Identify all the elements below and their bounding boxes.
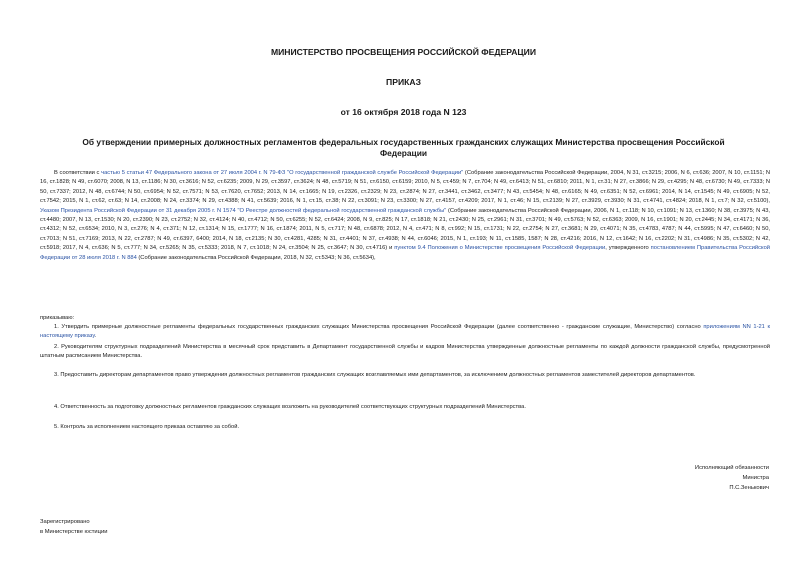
item-1-text: 1. Утвердить примерные должностные регламенты федеральных государственных гражданских служащих Министерства просвещения Российской Федерации (далее соответственно - гражданские служащие, Министерство) согласно [54,324,704,330]
doc-type-heading: ПРИКАЗ [386,77,421,87]
preamble-intro: В соответствии с [54,170,102,176]
link-appendices[interactable]: приложениям NN 1-21 к настоящему приказу [40,324,770,340]
order-item-4: 4. Ответственность за подготовку должностных регламентов гражданских служащих возложить на руководителей соответствующих структурных подразделений Министерства. [54,404,526,410]
preamble-text-4: (Собрание законодательства Российской Федерации, 2018, N 32, ст.5343; N 36, ст.5634), [136,254,376,261]
preamble-text-3: , утвержденного [605,245,651,252]
link-government-resolution[interactable]: постановлением Правительства Российской Федерации от 28 июля 2018 г. N 884 [40,245,771,261]
signature-line-2: Министра [742,475,769,482]
link-regulation-clause[interactable]: пунктом 9.4 Положения о Министерстве просвещения Российской Федерации [394,245,606,252]
preamble-paragraph [40,169,770,263]
preamble-text-1: (Собрание законодательства Российской Федерации, 2004, N 31, ст.3215; 2006, N 6, ст.636; 2007, N 10, ст.1151; N 16, ст.1828; N 49, ст.6070; 2008, N 13, ст.1186; N 30, ст.3616; N 52, ст.6235; 2009, N 29, ст.3597, ст.3624; N 48, ст.5719; N 51, ст.6150, ст.6159; 2010, N 5, ст.459; N 7, ст.704; N 49, ст.6413; N 51, ст.6810; 2011, N 1, ст.31; N 27, ст.3866; N 29, ст.4295; N 48, ст.6730; N 49, ст.7333; N 50, ст.7337; 2012, N 48, ст.6744; N 50, ст.6954; N 52, ст.7571; N 53, ст.7620, ст.7652; 2013, N 14, ст.1665; N 19, ст.2326, ст.2329; N 23, ст.2874; N 27, ст.3441, ст.3462, ст.3477; N 43, ст.5454; N 48, ст.6165; N 49, ст.6351; N 52, ст.6961; 2014, N 14, ст.1545; N 49, ст.6905; N 52, ст.7542; 2015, N 1, ст.62, ст.63; N 14, ст.2008; N 24, ст.3374; N 29, ст.4388; N 41, ст.5639; 2016, N 1, ст.15, ст.38; N 22, ст.3091; N 23, ст.3300; N 27, ст.4157, ст.4209; 2017, N 1, ст.46; N 15, ст.2139; N 27, ст.3929, ст.3930; N 31, ст.4741, ст.4824; 2018, N 1, ст.7; N 32, ст.5100), [40,170,771,205]
subject-heading: Об утверждении примерных должностных регламентов федеральных государственных гражданских служащих Министерства просвещения Российской Федерации [82,137,725,158]
order-item-5: 5. Контроль за исполнением настоящего приказа оставляю за собой. [54,424,240,430]
item-1-end: . [94,333,97,340]
registration-line-2: в Министерстве юстиции [40,529,108,536]
registration-line-1: Зарегистрировано [40,519,90,525]
date-number-heading: от 16 октября 2018 года N 123 [340,107,467,117]
ordered-word: приказываю: [40,315,75,321]
ministry-heading: МИНИСТЕРСТВО ПРОСВЕЩЕНИЯ РОССИЙСКОЙ ФЕДЕРАЦИИ [270,47,537,57]
signature-line-3: П.С.Зенькович [729,485,769,492]
registration-block [40,517,107,537]
signature-block [695,463,769,494]
order-item-1 [40,323,770,342]
link-presidential-decree[interactable]: Указом Президента Российской Федерации от 31 декабря 2005 г. N 1574 "О Реестре должностей федеральной государственной гражданской службы" [40,207,447,214]
signature-line-1: Исполняющий обязанности [694,465,769,471]
link-federal-law[interactable]: частью 5 статьи 47 Федерального закона от 27 июля 2004 г. N 79-ФЗ "О государственной гражданской службе Российской Федерации" [101,170,464,176]
order-item-2: 2. Руководителям структурных подразделений Министерства в месячный срок представить в Департамент государственной службы и кадров Министерства утвержденные должностные регламенты по каждой должности гражданской службы, предусмотренной штатным расписанием Министерства. [40,344,770,360]
preamble-text-2: (Собрание законодательства Российской Федерации, 2006, N 1, ст.118; N 10, ст.1091; N 13, ст.1360; N 38, ст.3975; N 43, ст.4480; 2007, N 13, ст.1530; N 20, ст.2390; N 23, ст.2752; N 32, ст.4124; N 40, ст.4712; N 50, ст.6255; N 52, ст.6424; 2008, N 9, ст.825; N 17, ст.1818; N 21, ст.2430; N 25, ст.2961; N 31, ст.3701; N 49, ст.5763; N 52, ст.6363; 2009, N 16, ст.1901; N 20, ст.2445; N 34, ст.4171; N 36, ст.4312; N 52, ст.6534; 2010, N 3, ст.276; N 4, ст.371; N 12, ст.1314; N 15, ст.1777; N 16, ст.1874; 2011, N 5, ст.717; N 48, ст.6878; 2012, N 4, ст.471; N 8, ст.992; N 15, ст.1731; N 22, ст.2754; N 27, ст.3681; N 29, ст.4071; N 35, ст.4783, 4787; N 44, ст.5995; N 47, ст.6460; N 50, ст.7013; N 51, ст.7169; 2013, N 22, ст.2787; N 49, ст.6397, 6400; 2014, N 18, ст.2135; N 30, ст.4281, 4285; N 31, ст.4401; N 37, ст.4938; N 44, ст.6046; 2015, N 1, ст.193; N 11, ст.1585, 1587; N 28, ст.4216; 2016, N 12, ст.1642; N 16, ст.2202; N 31, ст.4986; N 35, ст.5302; N 42, ст.5918; 2017, N 4, ст.636; N 5, ст.777; N 34, ст.5265; N 35, ст.5333; 2018, N 7, ст.1018; N 24, ст.3504; N 25, ст.3647; N 30, ст.4716) и [40,207,770,252]
order-item-3: 3. Предоставить директорам департаментов право утверждения должностных регламентов гражданских служащих возглавляемых ими департаментов, за исключением должностных регламентов заместителей директоров департаментов. [54,372,696,378]
